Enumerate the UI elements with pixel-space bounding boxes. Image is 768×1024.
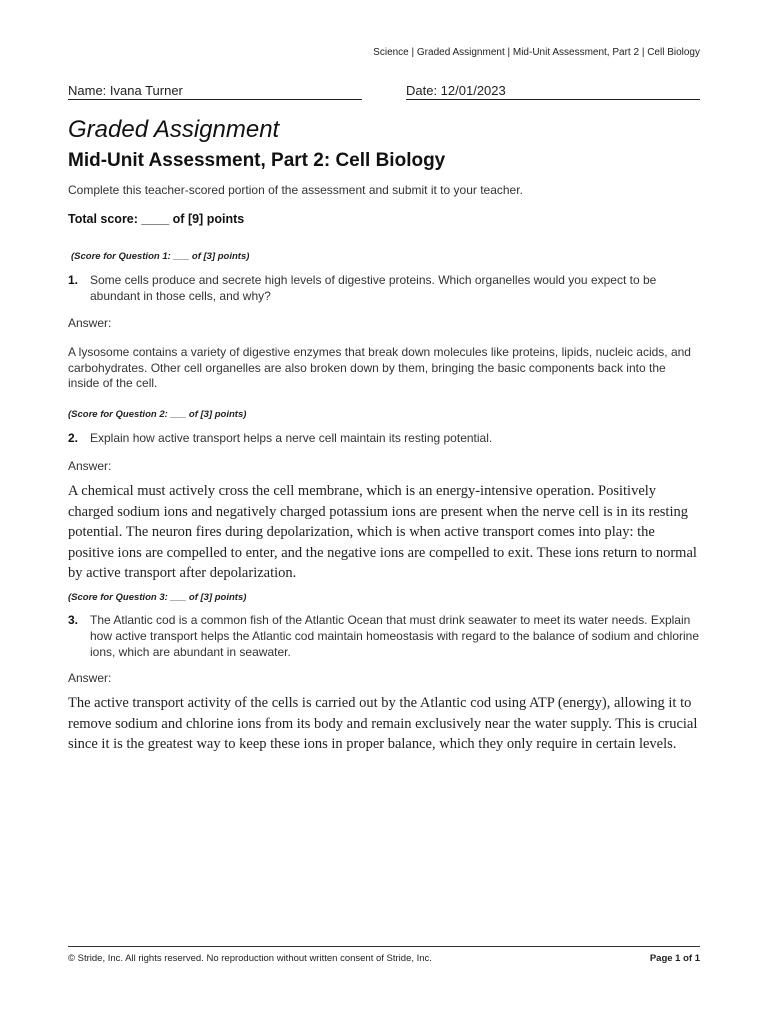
instructions: Complete this teacher-scored portion of the assessment and submit it to your teacher. — [68, 183, 523, 197]
question-3-text: The Atlantic cod is a common fish of the Atlantic Ocean that must drink seawater to meet its water needs. Explain how active transport helps the Atlantic cod maintain homeostasis with regard to the balance of sodium and chlorine ions, which are abundant in seawater. — [90, 613, 700, 659]
question-3-answer: The active transport activity of the cells is carried out by the Atlantic cod using ATP (energy), allowing it to remove sodium and chlorine ions from its body and remain exclusively near the water supply. This is crucial since it is the greatest way to keep these ions in proper balance, which they only require in certain levels. — [68, 695, 698, 752]
question-3-score: (Score for Question 3: ___ of [3] points) — [68, 592, 247, 603]
question-1-answer-label: Answer: — [68, 316, 112, 330]
footer-page-number: Page 1 of 1 — [649, 953, 700, 964]
date-field: Date: 12/01/2023 — [406, 83, 700, 100]
question-2-number: 2. — [68, 431, 79, 445]
question-1-score: (Score for Question 1: ___ of [3] points) — [71, 251, 250, 262]
question-1-answer: A lysosome contains a variety of digestive enzymes that break down molecules like proteins, lipids, nucleic acids, and carbohydrates. Other cell organelles are also broken down by them, bringing the basic components back into the inside of the cell. — [68, 345, 691, 390]
question-1 — [68, 272, 700, 304]
question-3-number: 3. — [68, 613, 79, 627]
question-3 — [68, 612, 700, 660]
question-2-answer: A chemical must actively cross the cell membrane, which is an energy-intensive operation. Positively charged sodium ions and negatively charged potassium ions are present when the nerve cell is in its resting potential. The neuron fires during depolarization, which is when active transport comes into play: the positive ions are compelled to enter, and the negative ions are compelled to exit. These ions return to normal by active transport after depolarization. — [68, 483, 697, 581]
question-3-answer-label: Answer: — [68, 671, 112, 685]
footer-divider — [68, 946, 700, 947]
question-2 — [68, 430, 700, 446]
question-2-score: (Score for Question 2: ___ of [3] points) — [68, 409, 247, 420]
page-title: Graded Assignment — [68, 116, 280, 143]
question-1-number: 1. — [68, 273, 79, 287]
total-score: Total score: ____ of [9] points — [68, 212, 245, 226]
student-name-field: Name: Ivana Turner — [68, 83, 362, 100]
question-2-answer-label: Answer: — [68, 459, 112, 473]
question-1-text: Some cells produce and secrete high levels of digestive proteins. Which organelles would you expect to be abundant in those cells, and why? — [90, 273, 657, 303]
page-subtitle: Mid-Unit Assessment, Part 2: Cell Biology — [68, 150, 446, 171]
footer-copyright: © Stride, Inc. All rights reserved. No reproduction without written consent of Stride, Inc. — [68, 953, 432, 964]
header-breadcrumb: Science | Graded Assignment | Mid-Unit Assessment, Part 2 | Cell Biology — [373, 47, 700, 58]
question-2-text: Explain how active transport helps a nerve cell maintain its resting potential. — [90, 431, 493, 445]
